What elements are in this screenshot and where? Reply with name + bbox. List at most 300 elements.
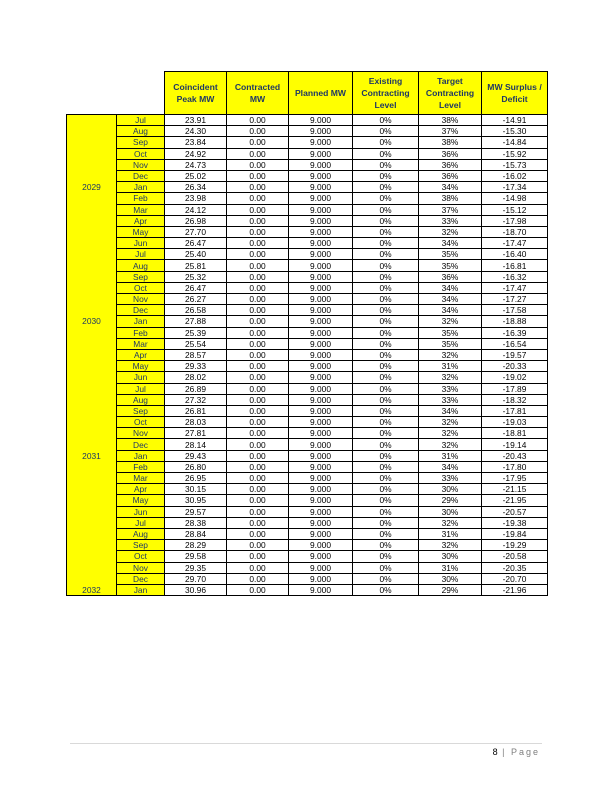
month-cell: Sep (117, 271, 165, 282)
page-label: Page (510, 747, 540, 757)
peak-cell: 26.47 (165, 238, 227, 249)
planned-cell: 9.000 (289, 182, 353, 193)
peak-cell: 26.81 (165, 405, 227, 416)
existing-level-cell: 0% (353, 540, 419, 551)
table-row (67, 361, 548, 372)
planned-cell: 9.000 (289, 383, 353, 394)
target-level-cell: 32% (419, 372, 482, 383)
contracted-cell: 0.00 (227, 215, 289, 226)
planned-cell: 9.000 (289, 338, 353, 349)
year-cell (67, 506, 117, 517)
month-cell: Nov (117, 562, 165, 573)
contracted-cell: 0.00 (227, 182, 289, 193)
surplus-cell: -14.91 (482, 115, 548, 126)
planned-cell: 9.000 (289, 271, 353, 282)
planned-cell: 9.000 (289, 159, 353, 170)
target-level-cell: 34% (419, 282, 482, 293)
surplus-cell: -21.96 (482, 584, 548, 595)
contracted-cell: 0.00 (227, 428, 289, 439)
page-footer (493, 747, 540, 757)
table-row (67, 573, 548, 584)
surplus-cell: -19.84 (482, 528, 548, 539)
table-row (67, 495, 548, 506)
year-cell (67, 461, 117, 472)
header-blank-month (117, 72, 165, 115)
existing-level-cell: 0% (353, 528, 419, 539)
planned-cell: 9.000 (289, 495, 353, 506)
year-cell (67, 238, 117, 249)
peak-cell: 24.12 (165, 204, 227, 215)
contracted-cell: 0.00 (227, 327, 289, 338)
surplus-cell: -18.70 (482, 226, 548, 237)
table-row (67, 383, 548, 394)
target-level-cell: 38% (419, 137, 482, 148)
existing-level-cell: 0% (353, 484, 419, 495)
planned-cell: 9.000 (289, 417, 353, 428)
year-cell (67, 126, 117, 137)
existing-level-cell: 0% (353, 159, 419, 170)
peak-cell: 30.15 (165, 484, 227, 495)
peak-cell: 26.80 (165, 461, 227, 472)
planned-cell: 9.000 (289, 204, 353, 215)
target-level-cell: 30% (419, 573, 482, 584)
surplus-cell: -20.35 (482, 562, 548, 573)
peak-cell: 26.95 (165, 473, 227, 484)
target-level-cell: 33% (419, 394, 482, 405)
planned-cell: 9.000 (289, 517, 353, 528)
peak-cell: 28.57 (165, 349, 227, 360)
surplus-cell: -15.73 (482, 159, 548, 170)
surplus-cell: -20.43 (482, 450, 548, 461)
month-cell: Feb (117, 461, 165, 472)
planned-cell: 9.000 (289, 372, 353, 383)
peak-cell: 28.38 (165, 517, 227, 528)
surplus-cell: -16.39 (482, 327, 548, 338)
month-cell: Jul (117, 517, 165, 528)
existing-level-cell: 0% (353, 327, 419, 338)
target-level-cell: 32% (419, 349, 482, 360)
year-cell (67, 148, 117, 159)
target-level-cell: 29% (419, 495, 482, 506)
table-row (67, 540, 548, 551)
contracted-cell: 0.00 (227, 528, 289, 539)
year-cell (67, 349, 117, 360)
existing-level-cell: 0% (353, 551, 419, 562)
peak-cell: 27.81 (165, 428, 227, 439)
planned-cell: 9.000 (289, 148, 353, 159)
existing-level-cell: 0% (353, 428, 419, 439)
target-level-cell: 36% (419, 170, 482, 181)
month-cell: Oct (117, 282, 165, 293)
peak-cell: 25.54 (165, 338, 227, 349)
header-blank-year (67, 72, 117, 115)
peak-cell: 30.95 (165, 495, 227, 506)
contracted-cell: 0.00 (227, 137, 289, 148)
peak-cell: 24.92 (165, 148, 227, 159)
existing-level-cell: 0% (353, 372, 419, 383)
surplus-cell: -18.32 (482, 394, 548, 405)
table-row (67, 294, 548, 305)
table-row (67, 439, 548, 450)
surplus-cell: -16.02 (482, 170, 548, 181)
peak-cell: 26.58 (165, 305, 227, 316)
surplus-cell: -21.15 (482, 484, 548, 495)
target-level-cell: 33% (419, 215, 482, 226)
contracted-cell: 0.00 (227, 349, 289, 360)
surplus-cell: -14.84 (482, 137, 548, 148)
surplus-cell: -18.88 (482, 316, 548, 327)
surplus-cell: -19.57 (482, 349, 548, 360)
target-level-cell: 32% (419, 439, 482, 450)
table-row (67, 394, 548, 405)
contracted-cell: 0.00 (227, 193, 289, 204)
existing-level-cell: 0% (353, 204, 419, 215)
month-cell: Mar (117, 338, 165, 349)
planned-cell: 9.000 (289, 461, 353, 472)
target-level-cell: 32% (419, 540, 482, 551)
header-planned-mw: Planned MW (289, 72, 353, 115)
year-cell (67, 473, 117, 484)
peak-cell: 27.88 (165, 316, 227, 327)
target-level-cell: 38% (419, 115, 482, 126)
month-cell: Sep (117, 540, 165, 551)
month-cell: May (117, 226, 165, 237)
surplus-cell: -18.81 (482, 428, 548, 439)
month-cell: Jul (117, 383, 165, 394)
peak-cell: 26.89 (165, 383, 227, 394)
contracted-cell: 0.00 (227, 260, 289, 271)
surplus-cell: -16.81 (482, 260, 548, 271)
existing-level-cell: 0% (353, 473, 419, 484)
surplus-cell: -19.29 (482, 540, 548, 551)
month-cell: Sep (117, 405, 165, 416)
contracted-cell: 0.00 (227, 305, 289, 316)
year-cell (67, 249, 117, 260)
table-row (67, 148, 548, 159)
planned-cell: 9.000 (289, 327, 353, 338)
table-row (67, 226, 548, 237)
planned-cell: 9.000 (289, 170, 353, 181)
planned-cell: 9.000 (289, 349, 353, 360)
year-cell: 2030 (67, 316, 117, 327)
target-level-cell: 32% (419, 428, 482, 439)
planned-cell: 9.000 (289, 551, 353, 562)
year-cell (67, 193, 117, 204)
target-level-cell: 34% (419, 305, 482, 316)
month-cell: Aug (117, 394, 165, 405)
table-row (67, 338, 548, 349)
planned-cell: 9.000 (289, 294, 353, 305)
target-level-cell: 31% (419, 361, 482, 372)
contracted-cell: 0.00 (227, 361, 289, 372)
year-cell: 2031 (67, 450, 117, 461)
peak-cell: 29.35 (165, 562, 227, 573)
target-level-cell: 30% (419, 506, 482, 517)
existing-level-cell: 0% (353, 405, 419, 416)
existing-level-cell: 0% (353, 383, 419, 394)
target-level-cell: 30% (419, 484, 482, 495)
surplus-cell: -16.32 (482, 271, 548, 282)
peak-cell: 25.81 (165, 260, 227, 271)
planned-cell: 9.000 (289, 316, 353, 327)
peak-cell: 28.14 (165, 439, 227, 450)
target-level-cell: 32% (419, 226, 482, 237)
contracted-cell: 0.00 (227, 461, 289, 472)
table-row (67, 193, 548, 204)
year-cell (67, 417, 117, 428)
planned-cell: 9.000 (289, 126, 353, 137)
planned-cell: 9.000 (289, 484, 353, 495)
table-row (67, 417, 548, 428)
contracted-cell: 0.00 (227, 126, 289, 137)
month-cell: Oct (117, 417, 165, 428)
contracted-cell: 0.00 (227, 562, 289, 573)
target-level-cell: 31% (419, 450, 482, 461)
month-cell: Jun (117, 238, 165, 249)
peak-cell: 28.03 (165, 417, 227, 428)
month-cell: May (117, 361, 165, 372)
peak-cell: 24.30 (165, 126, 227, 137)
surplus-cell: -17.95 (482, 473, 548, 484)
planned-cell: 9.000 (289, 428, 353, 439)
month-cell: Apr (117, 215, 165, 226)
existing-level-cell: 0% (353, 338, 419, 349)
surplus-cell: -16.54 (482, 338, 548, 349)
target-level-cell: 37% (419, 204, 482, 215)
year-cell (67, 439, 117, 450)
table-row (67, 450, 548, 461)
month-cell: Aug (117, 528, 165, 539)
year-cell (67, 159, 117, 170)
planned-cell: 9.000 (289, 215, 353, 226)
surplus-cell: -20.70 (482, 573, 548, 584)
table-body (67, 115, 548, 596)
peak-cell: 27.32 (165, 394, 227, 405)
target-level-cell: 34% (419, 182, 482, 193)
existing-level-cell: 0% (353, 115, 419, 126)
year-cell (67, 226, 117, 237)
planned-cell: 9.000 (289, 115, 353, 126)
year-cell (67, 551, 117, 562)
peak-cell: 29.58 (165, 551, 227, 562)
planned-cell: 9.000 (289, 238, 353, 249)
table-row (67, 260, 548, 271)
month-cell: Jun (117, 372, 165, 383)
existing-level-cell: 0% (353, 148, 419, 159)
existing-level-cell: 0% (353, 439, 419, 450)
existing-level-cell: 0% (353, 282, 419, 293)
table-row (67, 126, 548, 137)
page-separator: | (502, 747, 507, 757)
year-cell (67, 540, 117, 551)
contracted-cell: 0.00 (227, 417, 289, 428)
table-row (67, 517, 548, 528)
contracted-cell: 0.00 (227, 551, 289, 562)
surplus-cell: -20.58 (482, 551, 548, 562)
year-cell (67, 405, 117, 416)
year-cell (67, 305, 117, 316)
table-row (67, 316, 548, 327)
contracted-cell: 0.00 (227, 383, 289, 394)
existing-level-cell: 0% (353, 215, 419, 226)
table-row (67, 484, 548, 495)
existing-level-cell: 0% (353, 349, 419, 360)
year-cell (67, 528, 117, 539)
year-cell (67, 137, 117, 148)
surplus-cell: -20.57 (482, 506, 548, 517)
table-row (67, 305, 548, 316)
table-row (67, 137, 548, 148)
contracted-cell: 0.00 (227, 439, 289, 450)
planned-cell: 9.000 (289, 226, 353, 237)
month-cell: Jan (117, 182, 165, 193)
contracted-cell: 0.00 (227, 495, 289, 506)
contracted-cell: 0.00 (227, 484, 289, 495)
planned-cell: 9.000 (289, 405, 353, 416)
surplus-cell: -19.14 (482, 439, 548, 450)
contracted-cell: 0.00 (227, 506, 289, 517)
year-cell (67, 215, 117, 226)
peak-cell: 28.84 (165, 528, 227, 539)
planned-cell: 9.000 (289, 528, 353, 539)
contracted-cell: 0.00 (227, 282, 289, 293)
existing-level-cell: 0% (353, 137, 419, 148)
peak-cell: 24.73 (165, 159, 227, 170)
peak-cell: 28.29 (165, 540, 227, 551)
contracted-cell: 0.00 (227, 294, 289, 305)
target-level-cell: 34% (419, 405, 482, 416)
table-row (67, 349, 548, 360)
table-row (67, 249, 548, 260)
existing-level-cell: 0% (353, 495, 419, 506)
table-row (67, 562, 548, 573)
surplus-cell: -17.47 (482, 282, 548, 293)
peak-cell: 26.98 (165, 215, 227, 226)
month-cell: May (117, 495, 165, 506)
table-row (67, 528, 548, 539)
existing-level-cell: 0% (353, 450, 419, 461)
existing-level-cell: 0% (353, 126, 419, 137)
table-row (67, 115, 548, 126)
planned-cell: 9.000 (289, 439, 353, 450)
peak-cell: 23.98 (165, 193, 227, 204)
month-cell: Dec (117, 573, 165, 584)
peak-cell: 25.39 (165, 327, 227, 338)
existing-level-cell: 0% (353, 394, 419, 405)
peak-cell: 30.96 (165, 584, 227, 595)
peak-cell: 23.84 (165, 137, 227, 148)
table-row (67, 170, 548, 181)
target-level-cell: 38% (419, 193, 482, 204)
month-cell: Oct (117, 551, 165, 562)
year-cell (67, 484, 117, 495)
month-cell: Dec (117, 305, 165, 316)
existing-level-cell: 0% (353, 193, 419, 204)
target-level-cell: 35% (419, 249, 482, 260)
planned-cell: 9.000 (289, 137, 353, 148)
month-cell: Aug (117, 260, 165, 271)
header-surplus-deficit: MW Surplus / Deficit (482, 72, 548, 115)
table-row (67, 159, 548, 170)
planned-cell: 9.000 (289, 249, 353, 260)
year-cell (67, 327, 117, 338)
year-cell: 2029 (67, 182, 117, 193)
table-row (67, 551, 548, 562)
target-level-cell: 31% (419, 528, 482, 539)
table-row (67, 428, 548, 439)
planned-cell: 9.000 (289, 282, 353, 293)
target-level-cell: 36% (419, 271, 482, 282)
peak-cell: 29.43 (165, 450, 227, 461)
month-cell: Nov (117, 294, 165, 305)
existing-level-cell: 0% (353, 238, 419, 249)
footer-divider (70, 743, 542, 744)
surplus-cell: -17.34 (482, 182, 548, 193)
table-header-row (67, 72, 548, 115)
contracted-cell: 0.00 (227, 573, 289, 584)
contracted-cell: 0.00 (227, 271, 289, 282)
peak-cell: 26.34 (165, 182, 227, 193)
surplus-cell: -17.27 (482, 294, 548, 305)
month-cell: Sep (117, 137, 165, 148)
month-cell: Jul (117, 115, 165, 126)
year-cell (67, 260, 117, 271)
peak-cell: 27.70 (165, 226, 227, 237)
planned-cell: 9.000 (289, 573, 353, 584)
table-row (67, 584, 548, 595)
target-level-cell: 34% (419, 238, 482, 249)
year-cell (67, 428, 117, 439)
existing-level-cell: 0% (353, 584, 419, 595)
table-row (67, 238, 548, 249)
contracted-cell: 0.00 (227, 226, 289, 237)
contracted-cell: 0.00 (227, 316, 289, 327)
page-number: 8 (492, 747, 498, 757)
header-coincident-peak: Coincident Peak MW (165, 72, 227, 115)
target-level-cell: 33% (419, 383, 482, 394)
year-cell (67, 394, 117, 405)
peak-cell: 26.27 (165, 294, 227, 305)
header-target-level: Target Contracting Level (419, 72, 482, 115)
table-row (67, 372, 548, 383)
contracted-cell: 0.00 (227, 249, 289, 260)
year-cell (67, 294, 117, 305)
existing-level-cell: 0% (353, 361, 419, 372)
peak-cell: 25.32 (165, 271, 227, 282)
month-cell: Apr (117, 349, 165, 360)
surplus-cell: -19.38 (482, 517, 548, 528)
existing-level-cell: 0% (353, 226, 419, 237)
planned-cell: 9.000 (289, 540, 353, 551)
contracted-cell: 0.00 (227, 517, 289, 528)
surplus-cell: -20.33 (482, 361, 548, 372)
existing-level-cell: 0% (353, 305, 419, 316)
surplus-cell: -19.02 (482, 372, 548, 383)
year-cell (67, 573, 117, 584)
surplus-cell: -15.30 (482, 126, 548, 137)
existing-level-cell: 0% (353, 260, 419, 271)
month-cell: Aug (117, 126, 165, 137)
table-row (67, 215, 548, 226)
existing-level-cell: 0% (353, 271, 419, 282)
planned-cell: 9.000 (289, 394, 353, 405)
planned-cell: 9.000 (289, 361, 353, 372)
year-cell (67, 338, 117, 349)
peak-cell: 29.33 (165, 361, 227, 372)
surplus-cell: -17.47 (482, 238, 548, 249)
year-cell (67, 495, 117, 506)
target-level-cell: 32% (419, 417, 482, 428)
